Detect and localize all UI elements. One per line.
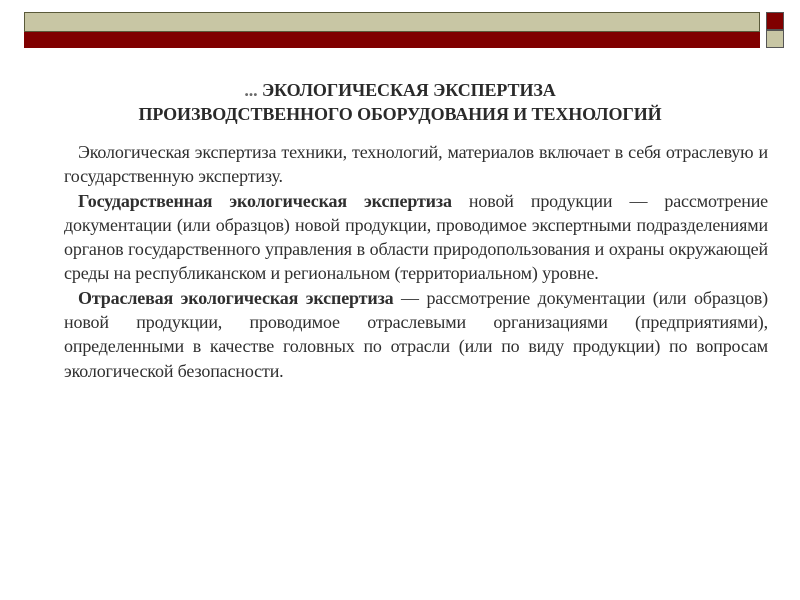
- corner-square-red: [766, 12, 784, 30]
- slide-title-prefix: ...: [244, 80, 258, 100]
- paragraph-intro: [64, 140, 768, 189]
- term-industry-expertise: Отраслевая экологическая экспертиза: [78, 287, 394, 308]
- slide-title-text: ЭКОЛОГИЧЕСКАЯ ЭКСПЕРТИЗА: [261, 80, 556, 100]
- paragraph-industry-expertise-text: — рассмотрение документации (или образцов) новой продукции, проводимое отраслевыми организациями (предприятиями), определенными в качестве головных по отрасли (или по виду продукции) по вопросам экологической безопасности.: [64, 287, 768, 381]
- slide-body: [64, 140, 768, 383]
- header-band-red: [24, 32, 760, 48]
- slide-title: [100, 78, 700, 126]
- paragraph-state-expertise-text: новой продукции — рассмотрение документации (или образцов) новой продукции, проводимое экспертными подразделениями органов государственного управления в области природопользования и охраны окружающей среды на республиканском и региональном (территориальном) уровне.: [64, 190, 769, 284]
- header-band-olive: [24, 12, 760, 32]
- paragraph-industry-expertise: [64, 286, 768, 383]
- paragraph-state-expertise: [64, 189, 768, 286]
- corner-square-olive: [766, 30, 784, 48]
- slide-title-line2: ПРОИЗВОДСТВЕННОГО ОБОРУДОВАНИЯ И ТЕХНОЛОГИЙ: [138, 104, 662, 124]
- term-state-expertise: Государственная экологическая экспертиза: [78, 190, 452, 211]
- paragraph-intro-text: Экологическая экспертиза техники, технологий, материалов включает в себя отраслевую и государственную экспертизу.: [64, 142, 768, 187]
- slide-title-line1: [100, 78, 700, 102]
